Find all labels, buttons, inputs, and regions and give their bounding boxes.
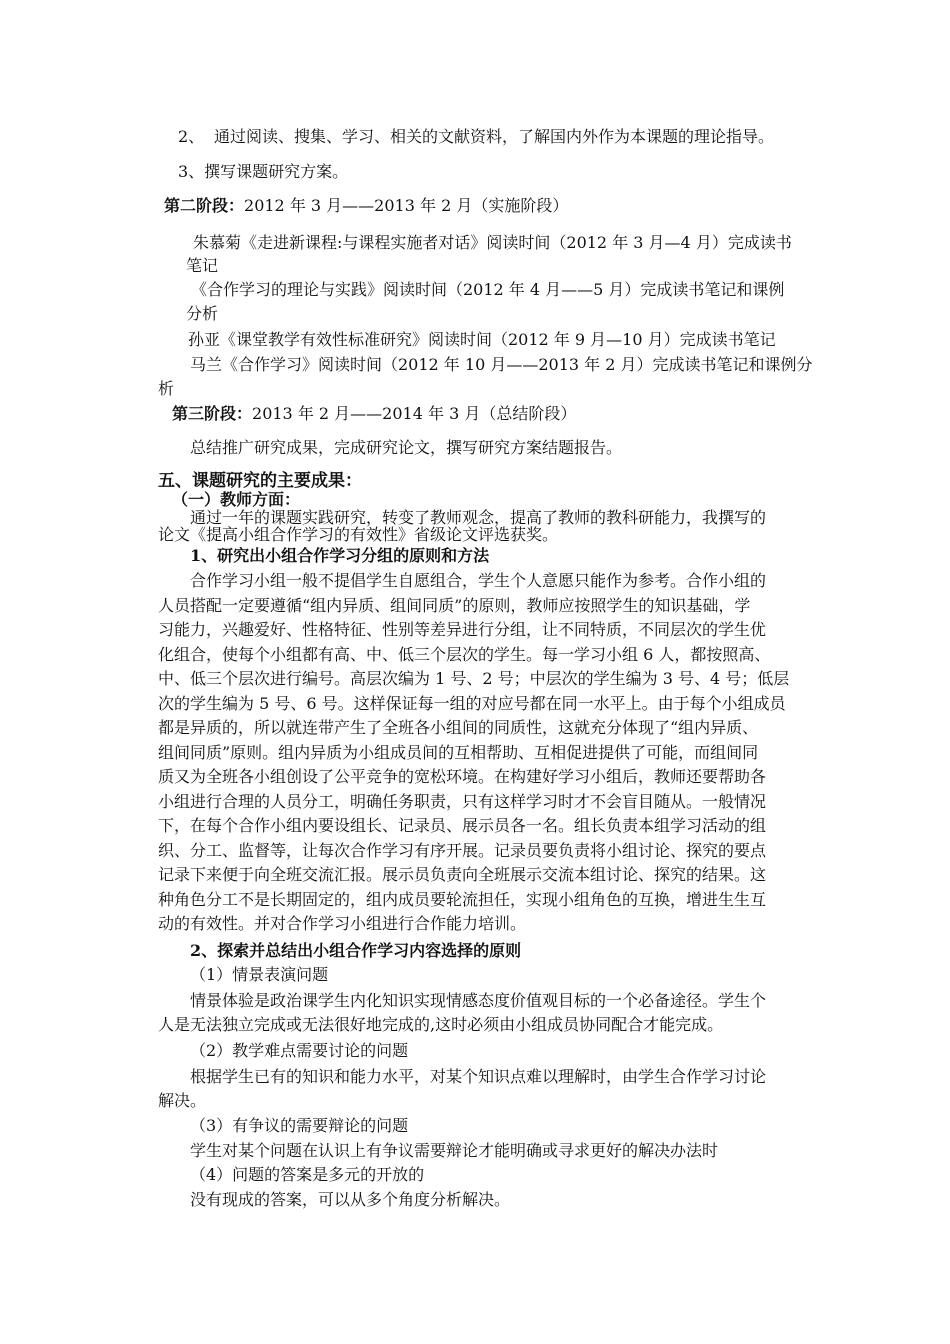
teacher-subheading: （一）教师方面：	[172, 490, 301, 509]
reading-3: 孙亚《课堂教学有效性标准研究》阅读时间（2012 年 9 月—10 月）完成读书笔记	[188, 330, 776, 349]
result-1-heading: 1、研究出小组合作学习分组的原则和方法	[190, 546, 490, 565]
reading-4-line-b: 析	[158, 379, 175, 398]
stage3-heading	[172, 404, 576, 424]
stage2-period: 2012 年 3 月——2013 年 2 月（实施阶段）	[244, 196, 569, 215]
paragraph-line: 组间同质”原则。组内异质为小组成员间的互相帮助、互相促进提供了可能，而组间同	[158, 743, 759, 762]
paragraph-line: 下，在每个合作小组内要设组长、记录员、展示员各一名。组长负责本组学习活动的组	[158, 816, 767, 835]
criterion-1-line-b: 人是无法独立完成或无法很好地完成的,这时必须由小组成员协同配合才能完成。	[158, 1015, 724, 1034]
stage3-label: 第三阶段：	[172, 404, 253, 423]
paragraph-line: 合作学习小组一般不提倡学生自愿组合，学生个人意愿只能作为参考。合作小组的	[190, 571, 767, 590]
criterion-3-line-a: 学生对某个问题在认识上有争议需要辩论才能明确或寻求更好的解决办法时	[190, 1141, 719, 1160]
paragraph-line: 习能力，兴趣爱好、性格特征、性别等差异进行分组，让不同特质，不同层次的学生优	[158, 620, 767, 639]
reading-1-line-b: 笔记	[186, 256, 219, 275]
teacher-intro-line-b: 论文《提高小组合作学习的有效性》省级论文评选获奖。	[158, 525, 559, 544]
stage1-item3: 3、撰写课题研究方案。	[178, 162, 349, 181]
criterion-2-title: （2）教学难点需要讨论的问题	[190, 1041, 409, 1060]
criterion-4-title: （4）问题的答案是多元的开放的	[190, 1165, 425, 1184]
reading-1-line-a: 朱慕菊《走进新课程:与课程实施者对话》阅读时间（2012 年 3 月—4 月）完成读书	[193, 233, 792, 252]
paragraph-line: 织、分工、监督等，让每次合作学习有序开展。记录员要负责将小组讨论、探究的要点	[158, 841, 767, 860]
stage1-item2-number: 2、	[178, 127, 205, 146]
paragraph-line: 小组进行合理的人员分工，明确任务职责，只有这样学习时才不会盲目随从。一般情况	[158, 792, 767, 811]
teacher-intro-line-a: 通过一年的课题实践研究，转变了教师观念，提高了教师的教科研能力，我撰写的	[190, 508, 767, 527]
stage2-heading	[164, 196, 568, 216]
result-2-heading: 2、探索并总结出小组合作学习内容选择的原则	[190, 941, 522, 960]
stage3-summary: 总结推广研究成果，完成研究论文，撰写研究方案结题报告。	[190, 438, 623, 457]
reading-2-line-a: 《合作学习的理论与实践》阅读时间（2012 年 4 月——5 月）完成读书笔记和课例	[191, 280, 785, 299]
paragraph-line: 人员搭配一定要遵循“组内异质、组间同质”的原则，教师应按照学生的知识基础，学	[158, 596, 751, 615]
criterion-1-line-a: 情景体验是政治课学生内化知识实现情感态度价值观目标的一个必备途径。学生个	[190, 991, 767, 1010]
criterion-2-line-b: 解决。	[158, 1091, 207, 1110]
criterion-1-title: （1）情景表演问题	[190, 965, 329, 984]
stage3-period: 2013 年 2 月——2014 年 3 月（总结阶段）	[252, 404, 577, 423]
stage1-item2: 通过阅读、搜集、学习、相关的文献资料，了解国内外作为本课题的理论指导。	[214, 127, 775, 146]
stage2-label: 第二阶段：	[164, 196, 245, 215]
paragraph-line: 动的有效性。并对合作学习小组进行合作能力培训。	[158, 914, 527, 933]
criterion-4-line-a: 没有现成的答案，可以从多个角度分析解决。	[190, 1190, 511, 1209]
paragraph-line: 种角色分工不是长期固定的，组内成员要轮流担任，实现小组角色的互换，增进生生互	[158, 890, 767, 909]
criterion-2-line-a: 根据学生已有的知识和能力水平，对某个知识点难以理解时，由学生合作学习讨论	[190, 1067, 767, 1086]
paragraph-line: 化组合，使每个小组都有高、中、低三个层次的学生。每一学习小组 6 人，都按照高、	[158, 645, 771, 664]
paragraph-line: 中、低三个层次进行编号。高层次编为 1 号、2 号；中层次的学生编为 3 号、4 号；低层	[158, 669, 790, 688]
section5-heading: 五、课题研究的主要成果：	[158, 471, 362, 491]
paragraph-line: 质又为全班各小组创设了公平竞争的宽松环境。在构建好学习小组后，教师还要帮助各	[158, 767, 767, 786]
paragraph-line: 次的学生编为 5 号、6 号。这样保证每一组的对应号都在同一水平上。由于每个小组成员	[158, 694, 786, 713]
reading-4-line-a: 马兰《合作学习》阅读时间（2012 年 10 月——2013 年 2 月）完成读书笔记和课例分	[190, 355, 813, 374]
reading-2-line-b: 分析	[186, 304, 219, 323]
criterion-3-title: （3）有争议的需要辩论的问题	[190, 1116, 409, 1135]
paragraph-line: 记录下来便于向全班交流汇报。展示员负责向全班展示交流本组讨论、探究的结果。这	[158, 865, 767, 884]
paragraph-line: 都是异质的，所以就连带产生了全班各小组间的同质性，这就充分体现了“组内异质、	[158, 718, 759, 737]
